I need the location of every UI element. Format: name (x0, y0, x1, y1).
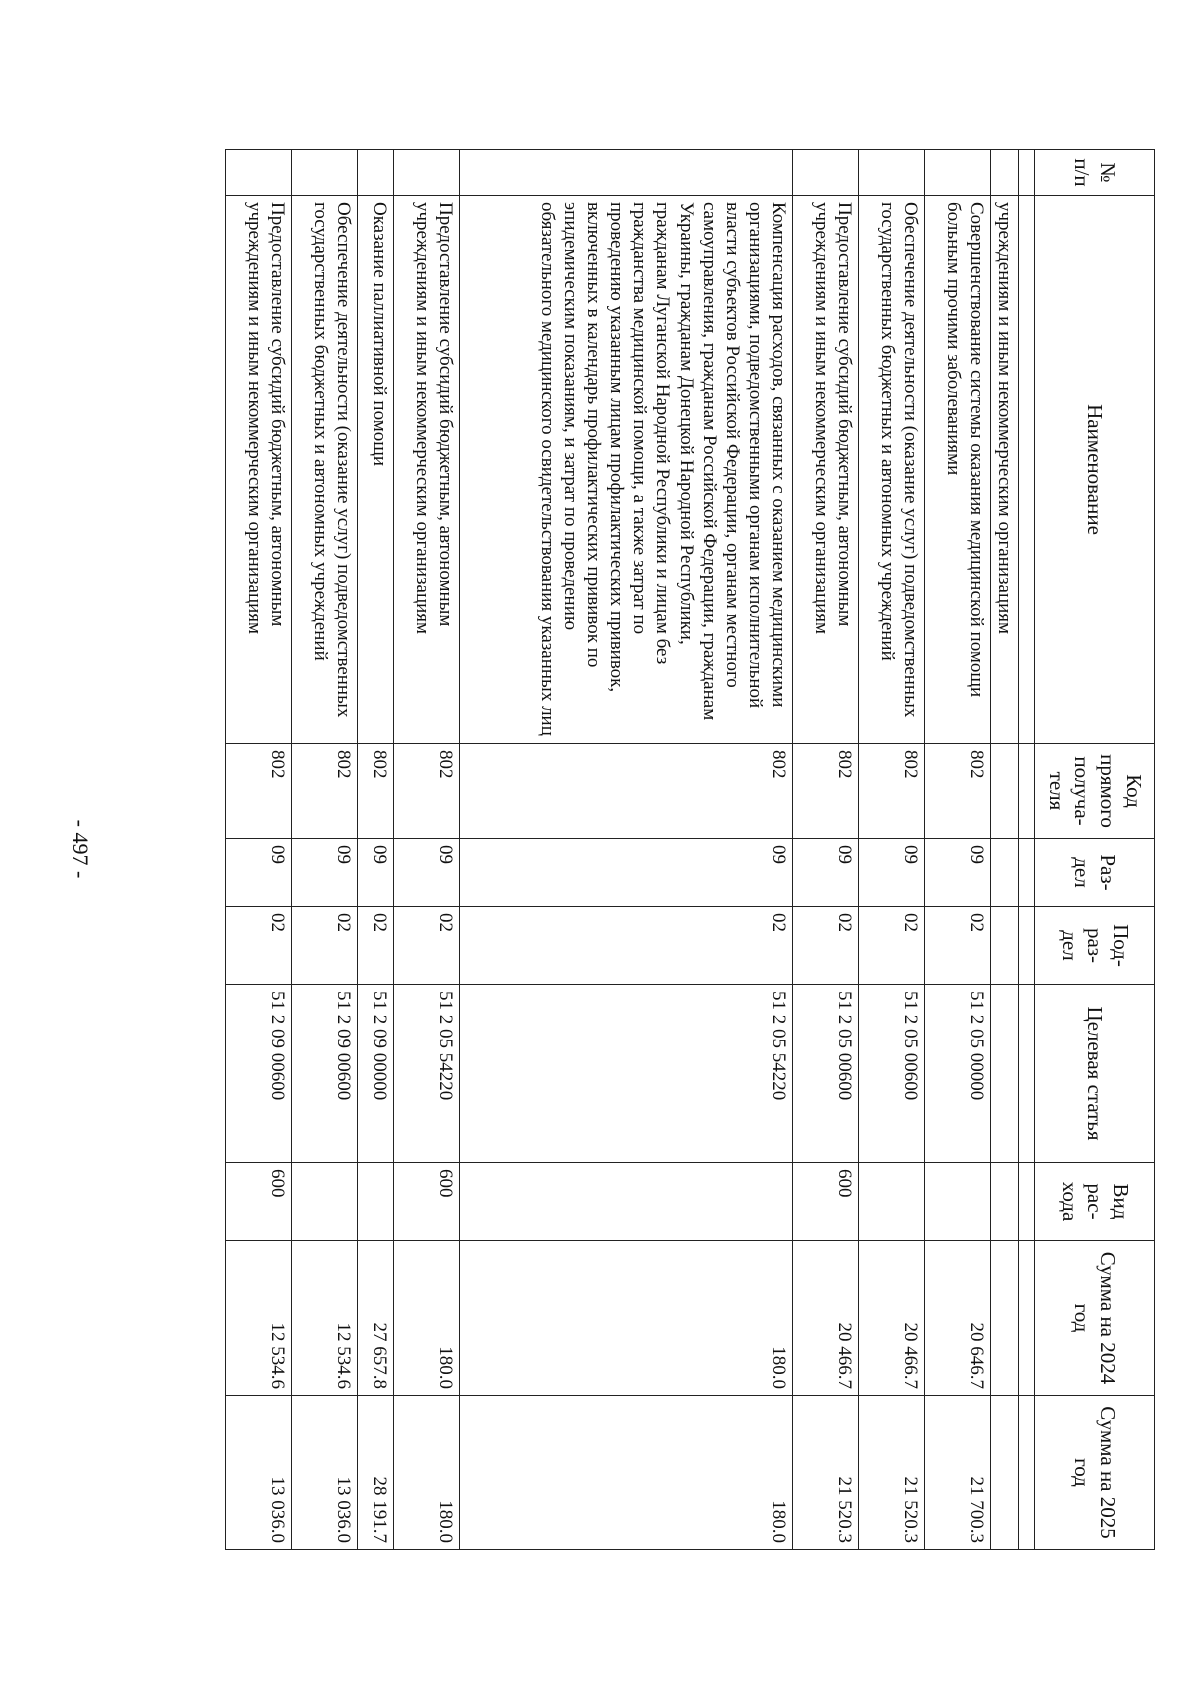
cell-no (393, 150, 459, 196)
cell-name: Предоставление субсидий бюджетным, автономным учреждениям и иным некоммерческим организациям (393, 196, 459, 744)
cell-no (924, 150, 990, 196)
cell-celevaya: 51 2 05 00000 (924, 985, 990, 1163)
cell-kod: 802 (459, 744, 792, 839)
cell-razdel: 09 (226, 839, 292, 907)
header-kod: Код прямого получа-теля (1035, 744, 1155, 839)
header-celevaya: Целевая статья (1035, 985, 1155, 1163)
cell-sum2024: 12 534.6 (226, 1241, 292, 1396)
cell-sum2025 (990, 1396, 1018, 1550)
cell-vid (1019, 1163, 1035, 1241)
cell-razdel: 09 (924, 839, 990, 907)
cell-sum2024 (1019, 1241, 1035, 1396)
table-row (793, 150, 859, 1550)
cell-sum2025: 180.0 (393, 1396, 459, 1550)
cell-celevaya: 51 2 09 00000 (357, 985, 393, 1163)
cell-razdel: 09 (859, 839, 925, 907)
cell-no (990, 150, 1018, 196)
cell-name: Предоставление субсидий бюджетным, автономным учреждениям и иным некоммерческим организациям (226, 196, 292, 744)
cell-name: Совершенствование системы оказания медицинской помощи больным прочими заболеваниями (924, 196, 990, 744)
cell-kod (1019, 744, 1035, 839)
cell-kod: 802 (924, 744, 990, 839)
cell-no (226, 150, 292, 196)
table-row (393, 150, 459, 1550)
cell-name: Обеспечение деятельности (оказание услуг) подведомственных государственных бюджетных и автономных учреждений (859, 196, 925, 744)
cell-podrazdel: 02 (291, 907, 357, 985)
cell-sum2025: 21 700.3 (924, 1396, 990, 1550)
cell-podrazdel: 02 (226, 907, 292, 985)
cell-sum2025: 28 191.7 (357, 1396, 393, 1550)
cell-kod: 802 (226, 744, 292, 839)
cell-vid: 600 (393, 1163, 459, 1241)
budget-table (225, 149, 1155, 1550)
cell-podrazdel: 02 (924, 907, 990, 985)
cell-vid: 600 (226, 1163, 292, 1241)
cell-vid: 600 (793, 1163, 859, 1241)
table-row (459, 150, 792, 1550)
cell-sum2024: 180.0 (459, 1241, 792, 1396)
cell-no (291, 150, 357, 196)
header-podrazdel: Под-раз-дел (1035, 907, 1155, 985)
cell-razdel (990, 839, 1018, 907)
cell-kod (990, 744, 1018, 839)
header-sum2025: Сумма на 2025 год (1035, 1396, 1155, 1550)
cell-sum2024: 20 466.7 (793, 1241, 859, 1396)
header-name: Наименование (1035, 196, 1155, 744)
cell-podrazdel: 02 (357, 907, 393, 985)
cell-no (357, 150, 393, 196)
cell-no (859, 150, 925, 196)
cell-celevaya: 51 2 05 00600 (859, 985, 925, 1163)
cell-celevaya: 51 2 05 54220 (393, 985, 459, 1163)
header-vid: Вид рас-хода (1035, 1163, 1155, 1241)
budget-table-container (225, 149, 1155, 1549)
cell-podrazdel (1019, 907, 1035, 985)
cell-sum2025: 21 520.3 (859, 1396, 925, 1550)
cell-sum2025: 13 036.0 (291, 1396, 357, 1550)
header-razdel: Раз-дел (1035, 839, 1155, 907)
cell-vid (924, 1163, 990, 1241)
cell-vid (357, 1163, 393, 1241)
cell-razdel (1019, 839, 1035, 907)
cell-name: учреждениям и иным некоммерческим организациям (990, 196, 1018, 744)
cell-celevaya (990, 985, 1018, 1163)
cell-razdel: 09 (459, 839, 792, 907)
cell-vid (990, 1163, 1018, 1241)
cell-kod: 802 (291, 744, 357, 839)
cell-name: Оказание паллиативной помощи (357, 196, 393, 744)
cell-sum2024: 20 466.7 (859, 1241, 925, 1396)
cell-name: Предоставление субсидий бюджетным, автономным учреждениям и иным некоммерческим организациям (793, 196, 859, 744)
cell-no (793, 150, 859, 196)
cell-celevaya: 51 2 09 00600 (226, 985, 292, 1163)
page-number: - 497 - (68, 819, 93, 879)
cell-kod: 802 (393, 744, 459, 839)
table-row (859, 150, 925, 1550)
cell-vid (291, 1163, 357, 1241)
table-header-row (1035, 150, 1155, 1550)
cell-kod: 802 (793, 744, 859, 839)
cell-razdel: 09 (393, 839, 459, 907)
cell-celevaya: 51 2 05 54220 (459, 985, 792, 1163)
table-row (990, 150, 1018, 1550)
cell-celevaya: 51 2 05 00600 (793, 985, 859, 1163)
table-row (226, 150, 292, 1550)
cell-kod: 802 (357, 744, 393, 839)
table-row (1019, 150, 1035, 1550)
cell-podrazdel: 02 (393, 907, 459, 985)
cell-kod: 802 (859, 744, 925, 839)
cell-sum2024: 12 534.6 (291, 1241, 357, 1396)
cell-celevaya: 51 2 09 00600 (291, 985, 357, 1163)
cell-razdel: 09 (793, 839, 859, 907)
cell-sum2025: 13 036.0 (226, 1396, 292, 1550)
cell-name: Обеспечение деятельности (оказание услуг) подведомственных государственных бюджетных и автономных учреждений (291, 196, 357, 744)
cell-razdel: 09 (357, 839, 393, 907)
cell-sum2025 (1019, 1396, 1035, 1550)
cell-vid (859, 1163, 925, 1241)
cell-name: Компенсация расходов, связанных с оказанием медицинскими организациями, подведомственными органам исполнительной власти субъектов Российской Федерации, органам местного самоуправления, гражданам Российской Федерации, гражданам Украины, гражданам Донецкой Народной Республики, гражданам Луганской Народной Республики и лицам без гражданства медицинской помощи, а также затрат по проведению указанным лицам профилактических прививок, включенных в календарь профилактических прививок по эпидемическим показаниям, и затрат по проведению обязательного медицинского освидетельствования указанных лиц (459, 196, 792, 744)
cell-no (459, 150, 792, 196)
cell-podrazdel: 02 (459, 907, 792, 985)
cell-name (1019, 196, 1035, 744)
cell-sum2025: 21 520.3 (793, 1396, 859, 1550)
table-row (924, 150, 990, 1550)
cell-razdel: 09 (291, 839, 357, 907)
cell-sum2024: 180.0 (393, 1241, 459, 1396)
cell-no (1019, 150, 1035, 196)
cell-podrazdel: 02 (859, 907, 925, 985)
cell-sum2024: 27 657.8 (357, 1241, 393, 1396)
cell-celevaya (1019, 985, 1035, 1163)
cell-sum2024 (990, 1241, 1018, 1396)
cell-sum2025: 180.0 (459, 1396, 792, 1550)
table-row (291, 150, 357, 1550)
header-no: № п/п (1035, 150, 1155, 196)
cell-sum2024: 20 646.7 (924, 1241, 990, 1396)
cell-vid (459, 1163, 792, 1241)
table-row (357, 150, 393, 1550)
header-sum2024: Сумма на 2024 год (1035, 1241, 1155, 1396)
cell-podrazdel (990, 907, 1018, 985)
cell-podrazdel: 02 (793, 907, 859, 985)
